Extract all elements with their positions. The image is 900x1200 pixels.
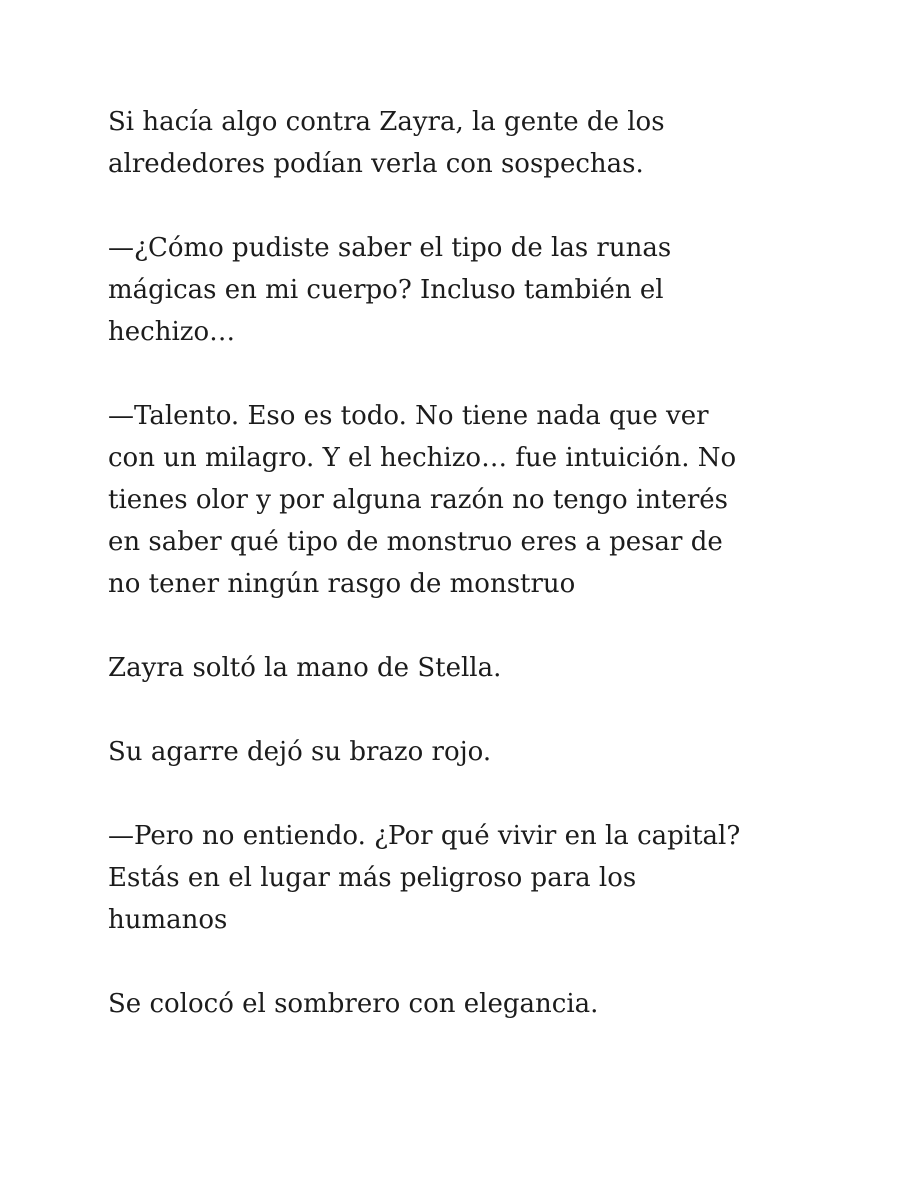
paragraph-5: Su agarre dejó su brazo rojo.	[108, 737, 492, 767]
paragraph-2: —¿Cómo pudiste saber el tipo de las runas mágicas en mi cuerpo? Incluso también el hechizo…	[108, 233, 672, 347]
paragraph-7: Se colocó el sombrero con elegancia.	[108, 989, 599, 1019]
paragraph-1: Si hacía algo contra Zayra, la gente de los alrededores podían verla con sospechas.	[108, 107, 665, 179]
paragraph-3: —Talento. Eso es todo. No tiene nada que ver con un milagro. Y el hechizo… fue intuición. No tienes olor y por alguna razón no tengo interés en saber qué tipo de monstruo eres a pesar de no tener ningún rasgo de monstruo	[108, 401, 737, 599]
paragraph-4: Zayra soltó la mano de Stella.	[108, 653, 502, 683]
paragraph-6: —Pero no entiendo. ¿Por qué vivir en la capital? Estás en el lugar más peligroso para los humanos	[108, 821, 741, 935]
document-page	[108, 101, 798, 1067]
